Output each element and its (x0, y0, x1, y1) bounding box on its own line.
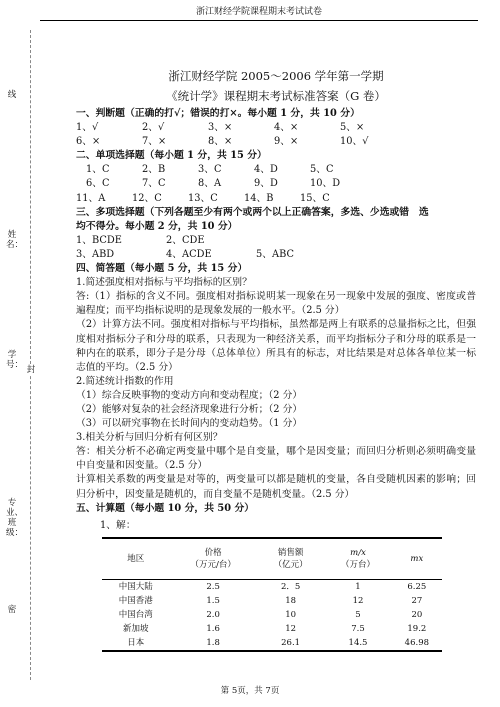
answer-item: 4、× (274, 122, 299, 134)
margin-seal-char: 封 (26, 365, 36, 375)
answer-item: 2、√ (142, 122, 165, 134)
answer-content (76, 67, 476, 652)
table-cell: 5 (355, 610, 361, 620)
doc-title-term: 浙江财经学院 2005～2006 学年第一学期 (168, 69, 384, 83)
answer-item: 10、√ (340, 136, 369, 148)
answer-item: 4、D (254, 164, 278, 176)
answer-item: 2、B (142, 164, 166, 176)
table-row (102, 622, 442, 636)
answer-item: 1、C (86, 164, 110, 176)
margin-label-major-class: 专业、班级： (6, 498, 24, 538)
table-cell: 中国大陆 (118, 581, 153, 592)
answer-item: 9、× (274, 136, 299, 148)
table-cell: 中国香港 (118, 595, 153, 606)
answer-item: 6、C (86, 178, 110, 190)
answer-item: 7、× (142, 136, 167, 148)
section1-row2 (76, 135, 476, 149)
section2-row1 (76, 163, 476, 177)
section3-row2 (76, 248, 476, 262)
section2-row2 (76, 177, 476, 191)
table-cell: 18 (285, 595, 297, 606)
answer-item: 8、× (208, 136, 233, 148)
table-header-cell (324, 538, 391, 580)
page-header: 浙江财经学院课程期末考试试卷 (40, 4, 478, 21)
answer-item: 12、C (132, 192, 162, 204)
table-cell: 27 (411, 595, 423, 606)
table-cell: 日本 (102, 636, 169, 651)
section3-heading-line2: 均不得分。每小题 2 分，共 10 分） (76, 220, 238, 232)
table-cell: 20 (411, 610, 423, 620)
table-cell: 2.5 (206, 581, 220, 592)
answer-item: 3、C (198, 164, 222, 176)
section5-heading: 五、计算题（每小题 10 分，共 50 分） (76, 502, 255, 514)
header-unit: （万元/台） (190, 559, 236, 570)
answer-item: 10、D (310, 178, 341, 190)
answer-item: 3、× (208, 122, 233, 134)
answer-item: 8、A (198, 178, 222, 190)
answer-1-part2: （2）计算方法不同。强度相对指标与平均指标，虽然都是两上有联系的总量指标之比，但强度相对指标分子和分母的联系，只表现为一种经济关系，而平均指标分子和分母的联系是一种内在的联系，即分子是分母（总体单位）所具有的标志，对比结果是对总体各单位某一标志值的平均。（2.5 分） (76, 319, 476, 373)
calc-table (102, 537, 442, 652)
answer-2-part1: （1）综合反映事物的变动方向和变动程度；（2 分） (76, 389, 303, 401)
answer-item: 15、C (300, 192, 330, 204)
answer-item: 9、D (254, 178, 278, 190)
answer-item: 13、C (188, 192, 218, 204)
calc-problem-1 (76, 519, 476, 653)
table-cell: 中国台湾 (118, 610, 153, 620)
header-unit: （亿元） (273, 559, 308, 570)
answer-item: 2、CDE (166, 234, 205, 246)
table-cell: 12 (285, 624, 297, 635)
answer-item: 5、× (340, 122, 365, 134)
table-cell: 19.2 (407, 624, 427, 635)
answer-2-part3: （3）可以研究事物在长时间内的变动趋势。（1 分） (76, 418, 303, 430)
question-1: 1.简述强度相对指标与平均指标的区别？ (76, 277, 252, 289)
margin-label-line: 线 (7, 90, 17, 100)
answer-3-part2: 计算相关系数的两变量是对等的，两变量可以都是随机的变量，各自受随机因素的影响；回归分析中，因变量是随机的，而自变量不是随机变量。（2.5 分） (76, 474, 476, 500)
table-header-cell (102, 538, 169, 580)
answer-item: 5、C (310, 164, 334, 176)
answer-item: 6、× (76, 136, 101, 148)
header-text: mx (410, 553, 424, 564)
section1-row1 (76, 121, 476, 135)
table-cell: 26.1 (257, 636, 324, 651)
answer-3-part1: 答：相关分析不必确定两变量中哪个是自变量，哪个是因变量；而回归分析则必须明确变量中自变量和因变量。（2.5 分） (76, 446, 476, 472)
table-cell: 6.25 (407, 581, 427, 592)
section3-heading-line1: 三、多项选择题（下列各题至少有两个或两个以上正确答案，多选、少选或错 选 (76, 206, 429, 218)
table-cell: 1.6 (206, 624, 220, 635)
table-cell: 7.5 (351, 624, 365, 635)
answer-item: 3、ABD (76, 248, 115, 260)
answer-item: 7、C (142, 178, 166, 190)
table-row (102, 636, 442, 651)
table-header-cell (392, 538, 442, 580)
margin-label-name: 姓名： (6, 230, 24, 250)
section2-heading: 二、单项选择题（每小题 1 分，共 15 分） (76, 150, 267, 162)
answer-item: 1、√ (76, 122, 99, 134)
margin-label-seal: 密 (7, 605, 17, 615)
header-unit: （万台） (341, 559, 376, 570)
doc-title-course: 《统计学》课程期末考试标准答案（G 卷） (166, 89, 386, 103)
answer-item: 4、ACDE (166, 248, 212, 260)
answer-item: 14、B (244, 192, 274, 204)
table-row (102, 594, 442, 608)
table-cell: 2．5 (280, 581, 301, 592)
answer-2-part2: （2）能够对复杂的社会经济现象进行分析；（2 分） (76, 403, 303, 415)
margin-label-student-id: 学号： (6, 350, 24, 370)
header-text: 价格 (204, 547, 222, 558)
calc-label: 1、解： (100, 519, 136, 531)
table-cell: 2.0 (206, 610, 220, 620)
table-row (102, 608, 442, 622)
binding-line (30, 30, 31, 680)
section1-heading: 一、判断题（正确的打√；错误的打×。每小题 1 分，共 10 分） (76, 108, 360, 119)
table-cell: 14.5 (324, 636, 391, 651)
table-cell: 1.5 (206, 595, 220, 606)
header-text: m/x (350, 547, 366, 558)
table-row (102, 579, 442, 594)
answer-item: 11、A (76, 192, 106, 204)
header-text: 销售额 (277, 547, 304, 558)
header-text: 地区 (127, 553, 145, 564)
table-header-cell (169, 538, 257, 580)
table-cell: 46.98 (392, 636, 442, 651)
table-cell: 1 (355, 581, 361, 592)
section2-row3 (76, 192, 476, 206)
answer-item: 5、ABC (256, 248, 294, 260)
table-cell: 10 (285, 610, 297, 620)
table-cell: 1.8 (169, 636, 257, 651)
answer-item: 1、BCDE (76, 234, 122, 246)
binding-margin (0, 30, 44, 680)
table-cell: 新加坡 (122, 624, 149, 635)
question-3: 3.相关分析与回归分析有何区别？ (76, 432, 223, 444)
section3-row1 (76, 234, 476, 248)
table-header-cell (257, 538, 324, 580)
section4-heading: 四、简答题（每小题 5 分，共 15 分） (76, 263, 248, 275)
table-header-row (102, 538, 442, 580)
answer-1-part1: 答:（1）指标的含义不同。强度相对指标说明某一现象在另一现象中发展的强度、密度或普遍程度；而平均指标说明的是现象发展的一般水平。（2.5 分） (76, 291, 476, 317)
table-cell: 12 (352, 595, 364, 606)
page-footer: 第 5页，共 7页 (220, 686, 280, 696)
question-2: 2.简述统计指数的作用 (76, 375, 174, 387)
